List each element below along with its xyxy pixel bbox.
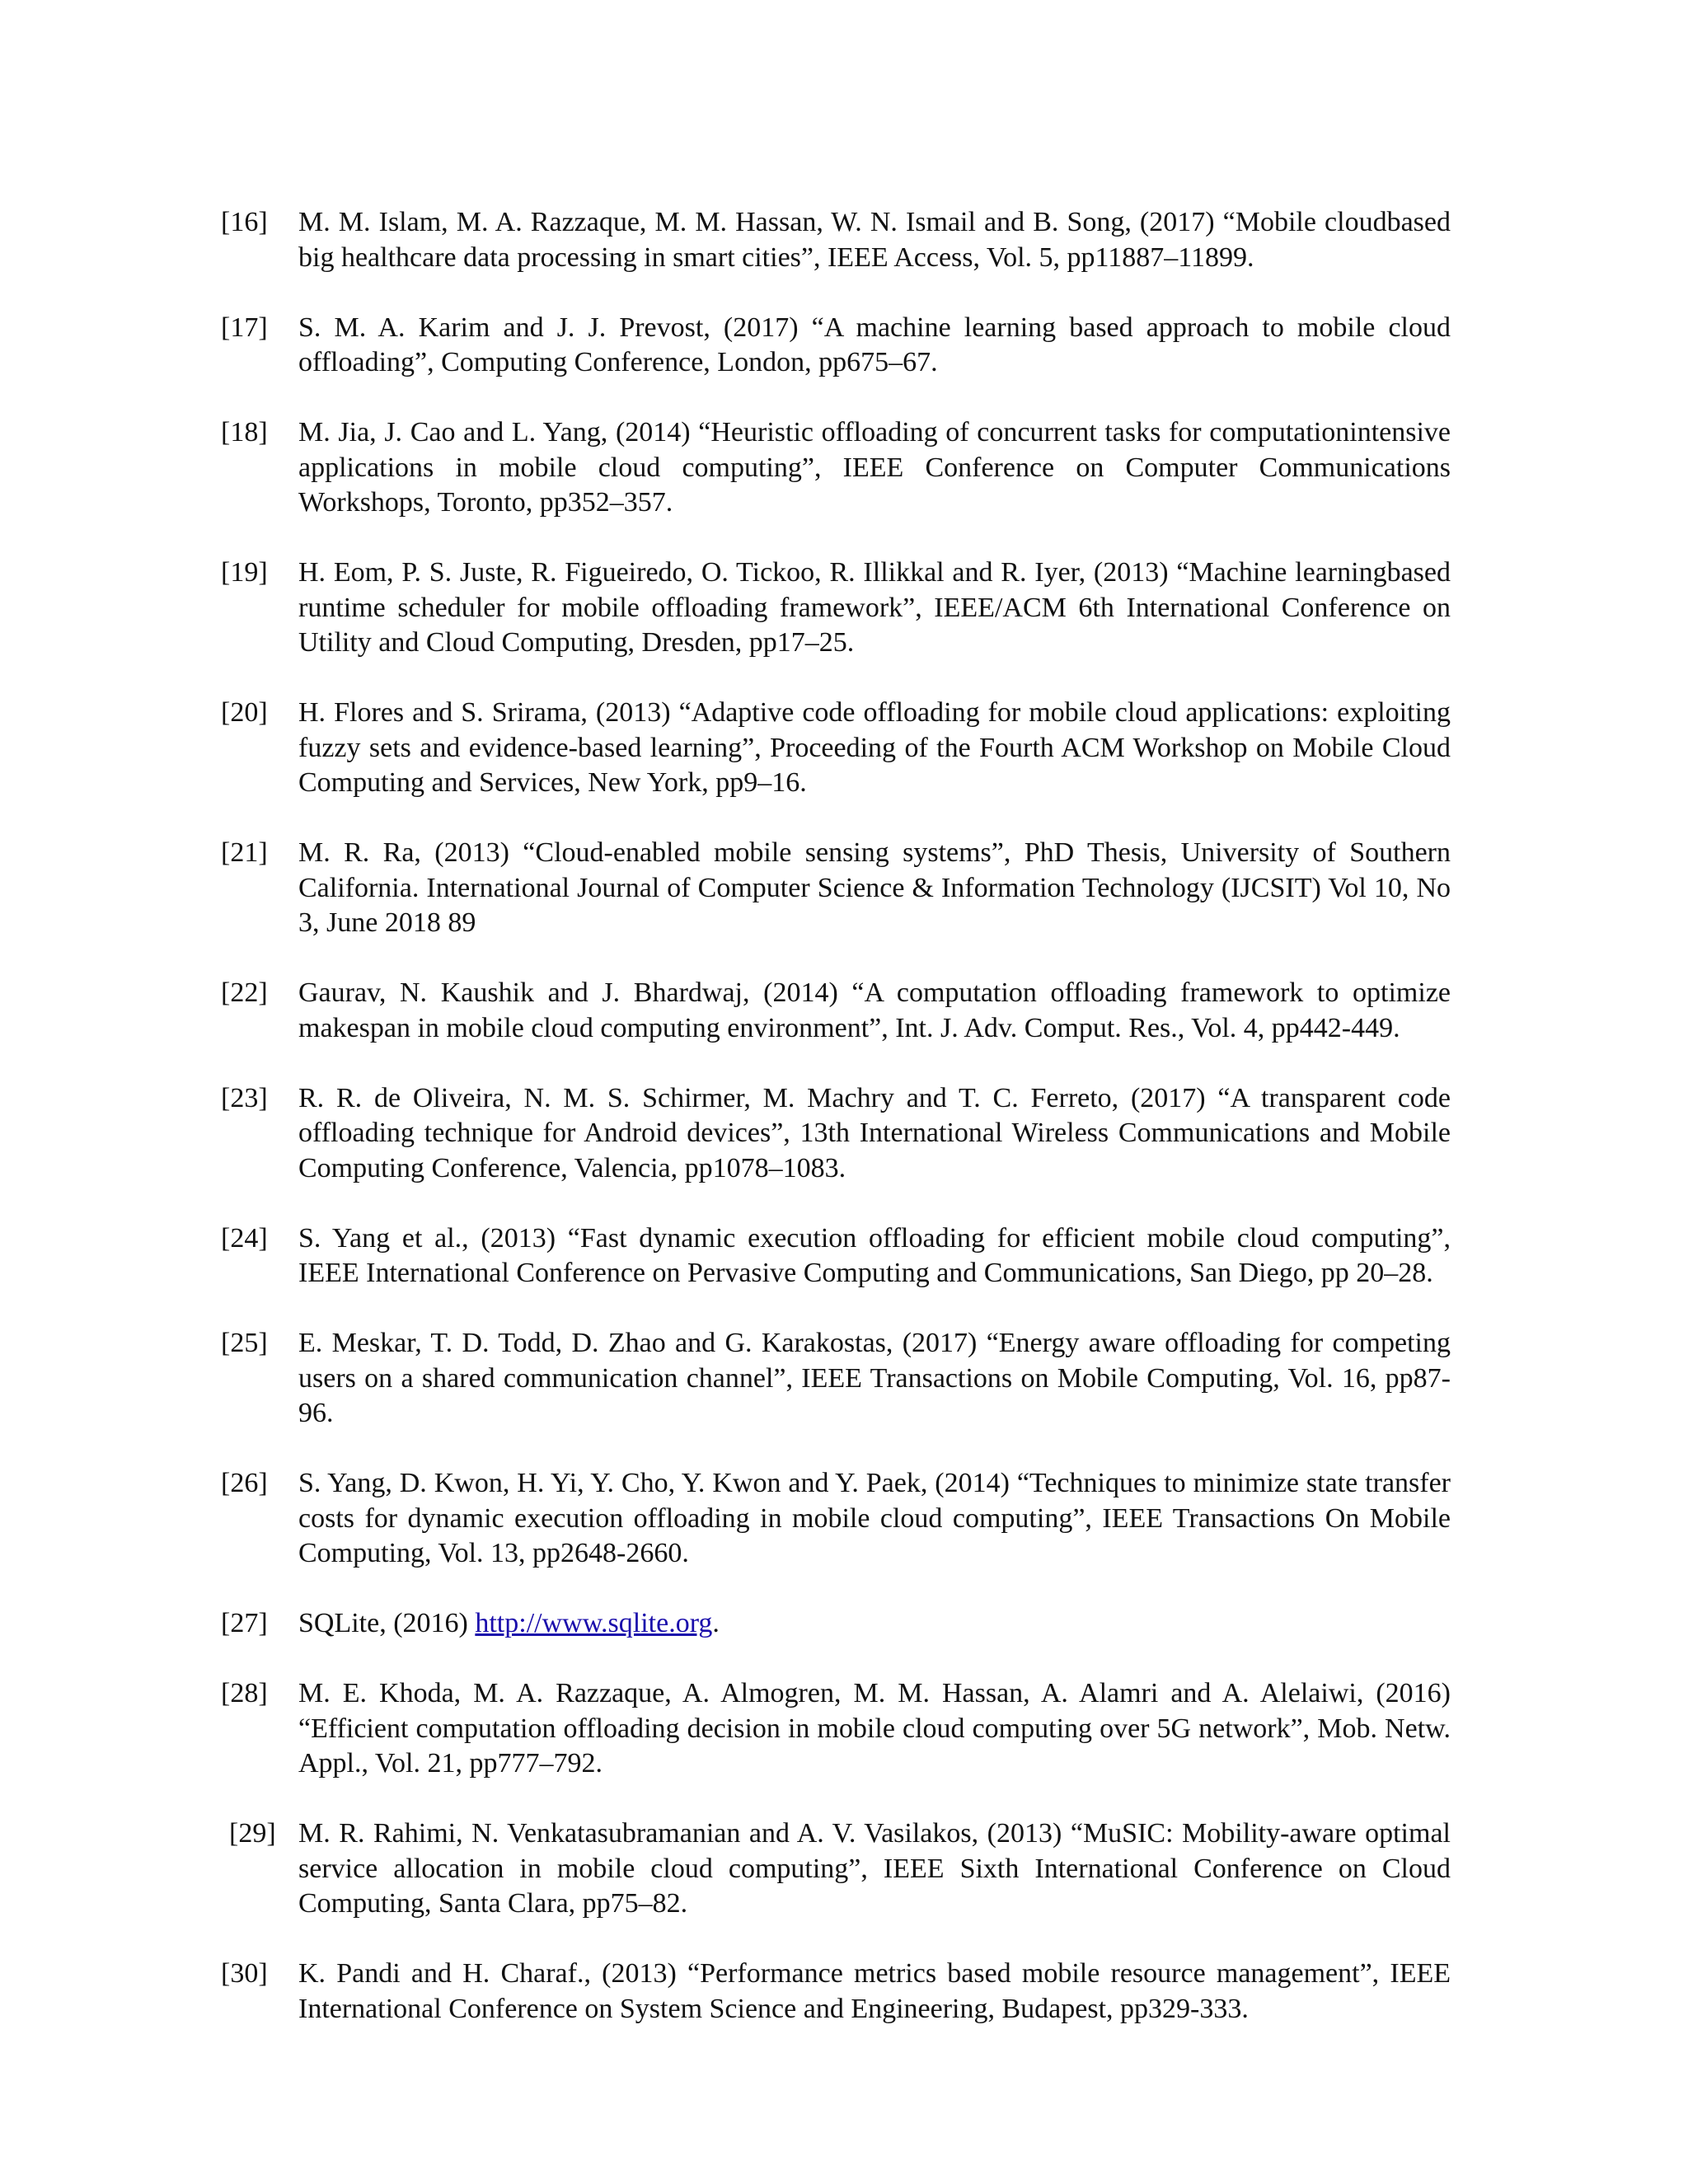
reference-number: [30] <box>221 1958 268 1989</box>
reference-number: [21] <box>221 837 268 868</box>
reference-list <box>221 205 1451 2062</box>
reference-item <box>221 976 1451 1046</box>
reference-text: S. Yang, D. Kwon, H. Yi, Y. Cho, Y. Kwon and Y. Paek, (2014) “Techniques to minimize state transfer costs for dynamic execution offloading in mobile cloud computing”, IEEE Transactions On Mobile Computing, Vol. 13, pp2648-2660. <box>298 1468 1451 1568</box>
reference-text-before-link: SQLite, (2016) <box>298 1608 476 1638</box>
reference-number: [17] <box>221 312 268 343</box>
reference-text: H. Flores and S. Srirama, (2013) “Adaptive code offloading for mobile cloud applications: exploiting fuzzy sets and evidence-based learning”, Proceeding of the Fourth ACM Workshop on Mobile Cloud Computing and Services, New York, pp9–16. <box>298 697 1451 798</box>
reference-number: [29] <box>229 1818 276 1849</box>
reference-text: Gaurav, N. Kaushik and J. Bhardwaj, (2014) “A computation offloading framework to optimize makespan in mobile cloud computing environment”, Int. J. Adv. Comput. Res., Vol. 4, pp442-449. <box>298 977 1451 1043</box>
reference-item <box>221 1081 1451 1187</box>
reference-text <box>298 1606 1451 1642</box>
reference-number: [16] <box>221 207 268 237</box>
reference-text: S. M. A. Karim and J. J. Prevost, (2017) “A machine learning based approach to mobile cloud offloading”, Computing Conference, London, pp675–67. <box>298 312 1451 377</box>
reference-item <box>221 1816 1451 1922</box>
reference-text: H. Eom, P. S. Juste, R. Figueiredo, O. Tickoo, R. Illikkal and R. Iyer, (2013) “Machine learningbased runtime scheduler for mobile offloading framework”, IEEE/ACM 6th International Conference on Utility and Cloud Computing, Dresden, pp17–25. <box>298 557 1451 658</box>
reference-number: [25] <box>221 1328 268 1358</box>
reference-number: [20] <box>221 697 268 728</box>
reference-text: M. M. Islam, M. A. Razzaque, M. M. Hassan, W. N. Ismail and B. Song, (2017) “Mobile cloudbased big healthcare data processing in smart cities”, IEEE Access, Vol. 5, pp11887–11899. <box>298 207 1451 273</box>
reference-item <box>221 1326 1451 1432</box>
sqlite-link[interactable]: http://www.sqlite.org <box>475 1608 713 1638</box>
reference-text: R. R. de Oliveira, N. M. S. Schirmer, M. Machry and T. C. Ferreto, (2017) “A transparent code offloading technique for Android devices”, 13th International Wireless Communications and Mobile Computing Conference, Valencia, pp1078–1083. <box>298 1082 1451 1183</box>
reference-text: K. Pandi and H. Charaf., (2013) “Performance metrics based mobile resource management”, IEEE International Conference on System Science and Engineering, Budapest, pp329-333. <box>298 1958 1451 2024</box>
reference-text: M. R. Ra, (2013) “Cloud-enabled mobile sensing systems”, PhD Thesis, University of Southern California. International Journal of Computer Science & Information Technology (IJCSIT) Vol 10, No 3, June 2018 89 <box>298 837 1451 938</box>
reference-item <box>221 555 1451 661</box>
reference-item <box>221 205 1451 275</box>
reference-text: S. Yang et al., (2013) “Fast dynamic execution offloading for efficient mobile cloud computing”, IEEE International Conference on Pervasive Computing and Communications, San Diego, pp 20–28. <box>298 1222 1451 1288</box>
reference-item <box>221 1221 1451 1291</box>
reference-text: M. R. Rahimi, N. Venkatasubramanian and A. V. Vasilakos, (2013) “MuSIC: Mobility-aware optimal service allocation in mobile cloud computing”, IEEE Sixth International Conference on Cloud Computing, Santa Clara, pp75–82. <box>298 1818 1451 1919</box>
reference-number: [23] <box>221 1082 268 1113</box>
reference-number: [24] <box>221 1222 268 1254</box>
reference-text-after-link: . <box>712 1608 720 1638</box>
reference-item <box>221 311 1451 381</box>
reference-item <box>221 696 1451 801</box>
reference-item <box>221 1676 1451 1782</box>
reference-item <box>221 1466 1451 1572</box>
reference-item <box>221 1957 1451 2027</box>
reference-number: [18] <box>221 417 268 448</box>
reference-text: M. E. Khoda, M. A. Razzaque, A. Almogren, M. M. Hassan, A. Alamri and A. Alelaiwi, (2016) “Efficient computation offloading decision in mobile cloud computing over 5G network”, Mob. Netw. Appl., Vol. 21, pp777–792. <box>298 1678 1451 1779</box>
reference-number: [26] <box>221 1468 268 1498</box>
reference-item <box>221 1606 1451 1642</box>
reference-text: E. Meskar, T. D. Todd, D. Zhao and G. Karakostas, (2017) “Energy aware offloading for competing users on a shared communication channel”, IEEE Transactions on Mobile Computing, Vol. 16, pp87- 96. <box>298 1328 1451 1428</box>
reference-number: [22] <box>221 977 268 1008</box>
reference-item <box>221 836 1451 941</box>
reference-number: [28] <box>221 1678 268 1708</box>
reference-number: [27] <box>221 1608 268 1638</box>
reference-text: M. Jia, J. Cao and L. Yang, (2014) “Heuristic offloading of concurrent tasks for computationintensive applications in mobile cloud computing”, IEEE Conference on Computer Communications Workshops, Toronto, pp352–357. <box>298 417 1451 518</box>
reference-item <box>221 415 1451 521</box>
reference-number: [19] <box>221 557 268 588</box>
